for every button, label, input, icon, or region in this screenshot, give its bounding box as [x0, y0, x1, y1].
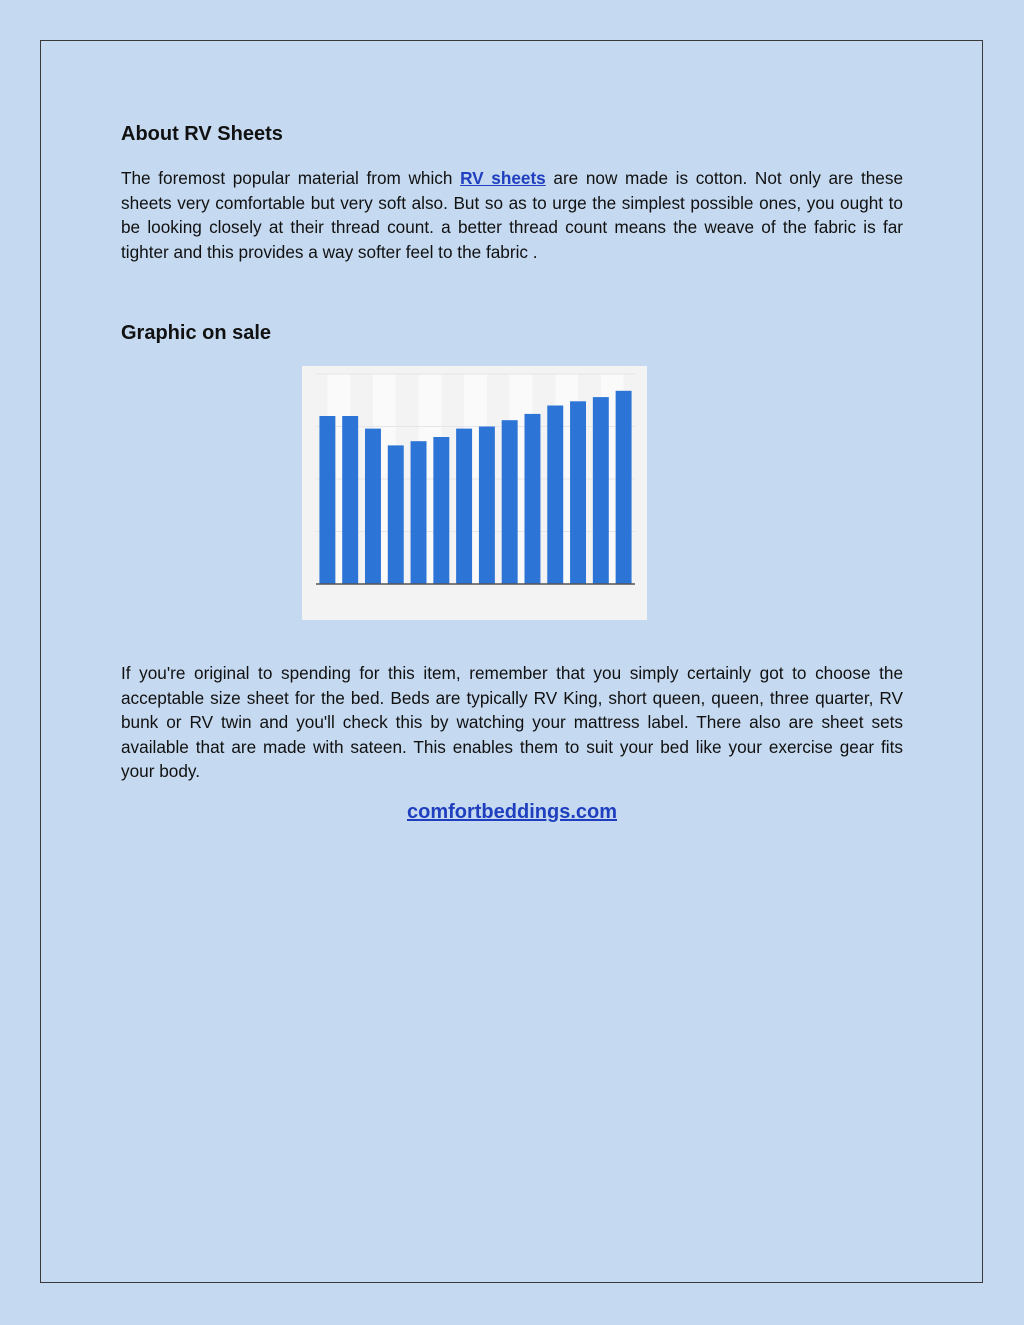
sales-chart-svg	[302, 366, 647, 620]
graphic-heading: Graphic on sale	[121, 322, 272, 344]
chart-bar-3	[365, 429, 381, 584]
comfortbeddings-link[interactable]: comfortbeddings.com	[406, 801, 617, 823]
chart-bar-14	[616, 391, 632, 584]
about-heading: About RV Sheets	[121, 123, 283, 145]
chart-bar-11	[547, 406, 563, 585]
chart-bar-8	[479, 427, 495, 585]
about-text-start: The foremost popular material from which	[121, 168, 461, 188]
chart-bar-13	[593, 397, 609, 584]
sales-chart	[302, 366, 647, 620]
chart-bar-2	[342, 416, 358, 584]
chart-bar-6	[433, 437, 449, 584]
about-paragraph	[121, 166, 903, 264]
chart-bar-7	[456, 429, 472, 584]
spending-paragraph: If you're original to spending for this item, remember that you simply certainly got to choose the acceptable size sheet for the bed. Beds are typically RV King, short queen, queen, three quarter, RV bunk or RV twin and you'll check this by watching your mattress label. There also are sheet sets available that are made with sateen. This enables them to suit your bed like your exercise gear fits your body.	[121, 663, 903, 781]
chart-bar-5	[411, 441, 427, 584]
chart-bar-12	[570, 401, 586, 584]
chart-bar-9	[502, 420, 518, 584]
chart-bar-1	[319, 416, 335, 584]
chart-bar-10	[524, 414, 540, 584]
rv-sheets-link[interactable]: RV sheets	[460, 168, 546, 188]
about-text-end: are now made is cotton. Not only are these sheets very comfortable but very soft also. But so as to urge the simplest possible ones, you ought to be looking closely at their thread count. a better thread count means the weave of the fabric is far tighter and this provides a way softer feel to the fabric .	[121, 168, 903, 262]
chart-bar-4	[388, 445, 404, 584]
